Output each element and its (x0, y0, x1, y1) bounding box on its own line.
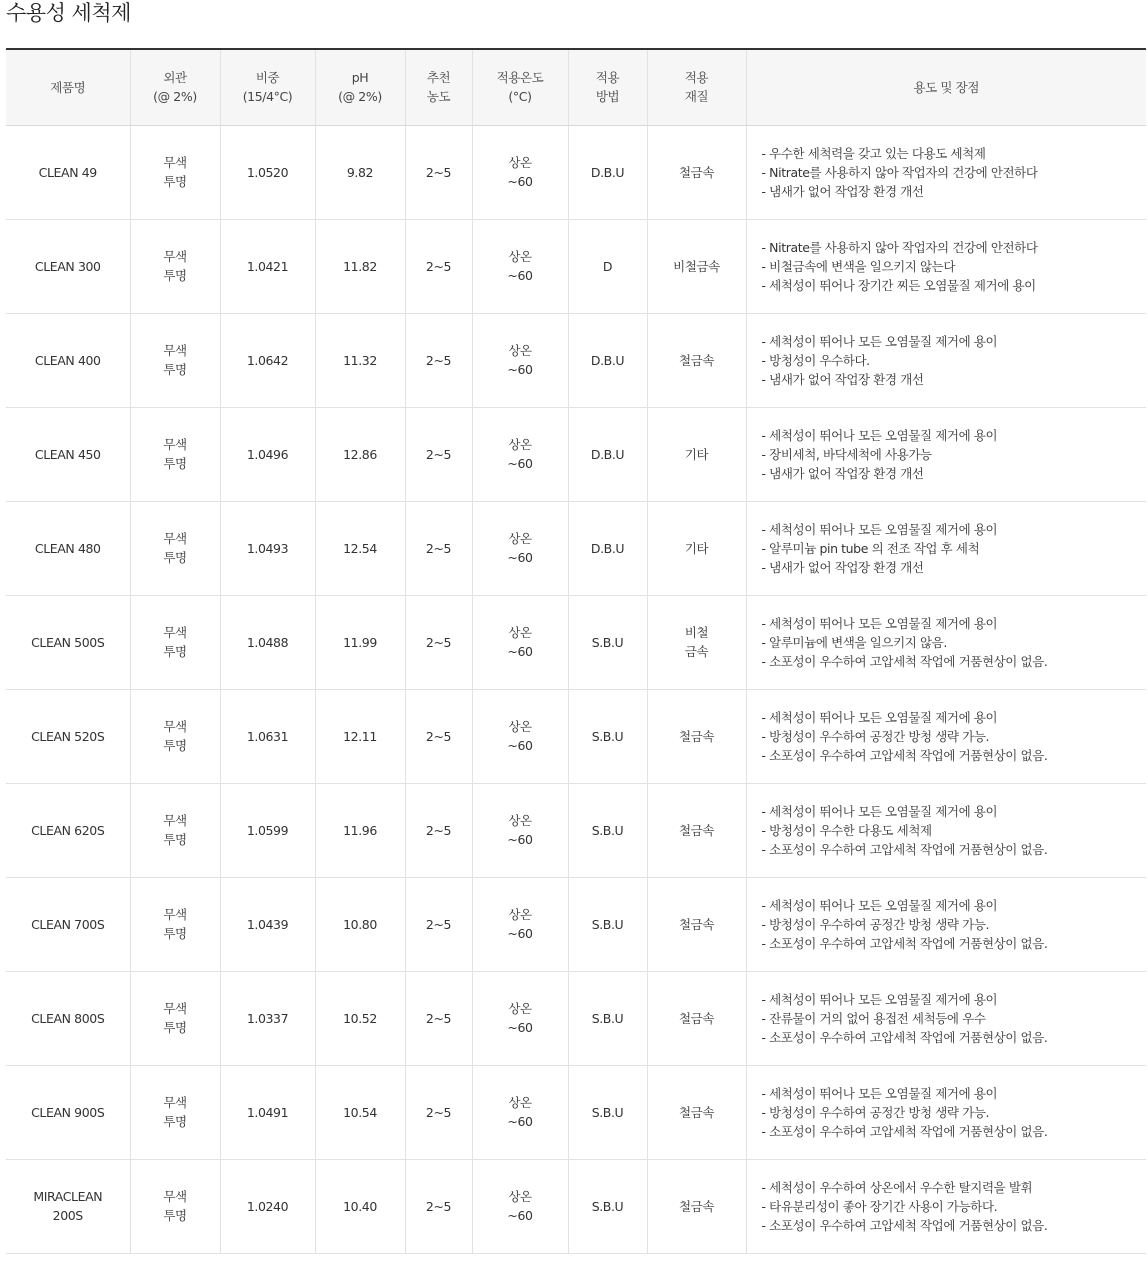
header-temperature: 적용온도 (°C) (472, 49, 568, 125)
cell-usage (746, 219, 1146, 313)
cell-usage (746, 1065, 1146, 1159)
cell-concentration: 2~5 (405, 407, 472, 501)
cell-concentration: 2~5 (405, 783, 472, 877)
cell-specific-gravity: 1.0491 (220, 1065, 315, 1159)
header-usage: 용도 및 장점 (746, 49, 1146, 125)
usage-line: - 세척성이 뛰어나 모든 오염물질 제거에 용이 (761, 333, 998, 349)
cell-material: 철금속 (647, 125, 746, 219)
usage-line: - 세척성이 뛰어나 장기간 찌든 오염물질 제거에 용이 (761, 277, 1036, 293)
cell-method: D.B.U (568, 501, 647, 595)
usage-line: - 냄새가 없어 작업장 환경 개선 (761, 559, 924, 575)
usage-line: - 세척성이 뛰어나 모든 오염물질 제거에 용이 (761, 897, 998, 913)
cell-appearance: 무색 투명 (130, 407, 220, 501)
usage-line: - 소포성이 우수하여 고압세척 작업에 거품현상이 없음. (761, 935, 1048, 951)
table-row (6, 1159, 1146, 1253)
cell-material: 철금속 (647, 1159, 746, 1253)
cell-method: S.B.U (568, 971, 647, 1065)
cell-temperature: 상온 ~60 (472, 407, 568, 501)
cell-usage (746, 783, 1146, 877)
cell-specific-gravity: 1.0337 (220, 971, 315, 1065)
usage-line: - Nitrate를 사용하지 않아 작업자의 건강에 안전하다 (761, 239, 1038, 255)
cell-specific-gravity: 1.0642 (220, 313, 315, 407)
header-concentration: 추천 농도 (405, 49, 472, 125)
cell-product-name: CLEAN 49 (6, 125, 130, 219)
cell-specific-gravity: 1.0493 (220, 501, 315, 595)
usage-line: - 알루미늄 pin tube 의 전조 작업 후 세척 (761, 540, 980, 556)
cell-usage (746, 313, 1146, 407)
cell-ph: 9.82 (315, 125, 405, 219)
cell-ph: 10.40 (315, 1159, 405, 1253)
cell-product-name: CLEAN 450 (6, 407, 130, 501)
cell-temperature: 상온 ~60 (472, 313, 568, 407)
cell-concentration: 2~5 (405, 1159, 472, 1253)
cell-usage (746, 971, 1146, 1065)
usage-line: - 방청성이 우수하여 공정간 방청 생략 가능. (761, 916, 990, 932)
table-row (6, 971, 1146, 1065)
cell-method: S.B.U (568, 877, 647, 971)
cell-ph: 11.96 (315, 783, 405, 877)
cell-ph: 11.32 (315, 313, 405, 407)
cell-ph: 11.82 (315, 219, 405, 313)
usage-line: - 냄새가 없어 작업장 환경 개선 (761, 465, 924, 481)
header-appearance: 외관 (@ 2%) (130, 49, 220, 125)
cell-specific-gravity: 1.0421 (220, 219, 315, 313)
table-row (6, 689, 1146, 783)
cell-material: 철금속 (647, 689, 746, 783)
cell-product-name: CLEAN 400 (6, 313, 130, 407)
usage-line: - 소포성이 우수하여 고압세척 작업에 거품현상이 없음. (761, 1029, 1048, 1045)
cell-material: 기타 (647, 501, 746, 595)
usage-line: - 세척성이 뛰어나 모든 오염물질 제거에 용이 (761, 615, 998, 631)
cell-concentration: 2~5 (405, 125, 472, 219)
usage-line: - 냄새가 없어 작업장 환경 개선 (761, 183, 924, 199)
cell-ph: 11.99 (315, 595, 405, 689)
header-method: 적용 방법 (568, 49, 647, 125)
cell-product-name: CLEAN 620S (6, 783, 130, 877)
cell-usage (746, 595, 1146, 689)
cell-product-name: MIRACLEAN 200S (6, 1159, 130, 1253)
cell-usage (746, 125, 1146, 219)
page-title: 수용성 세척제 (6, 1, 131, 25)
header-specific-gravity: 비중 (15/4°C) (220, 49, 315, 125)
cell-material: 철금속 (647, 877, 746, 971)
cell-specific-gravity: 1.0488 (220, 595, 315, 689)
cell-method: D.B.U (568, 125, 647, 219)
cell-ph: 12.86 (315, 407, 405, 501)
cell-method: D.B.U (568, 407, 647, 501)
table-row (6, 595, 1146, 689)
cell-specific-gravity: 1.0240 (220, 1159, 315, 1253)
header-material: 적용 재질 (647, 49, 746, 125)
cell-appearance: 무색 투명 (130, 971, 220, 1065)
cell-specific-gravity: 1.0631 (220, 689, 315, 783)
cell-appearance: 무색 투명 (130, 219, 220, 313)
cell-usage (746, 501, 1146, 595)
usage-line: - 소포성이 우수하여 고압세척 작업에 거품현상이 없음. (761, 653, 1048, 669)
cell-temperature: 상온 ~60 (472, 1065, 568, 1159)
cell-method: S.B.U (568, 1065, 647, 1159)
usage-line: - 알루미늄에 변색을 일으키지 않음. (761, 634, 947, 650)
cell-appearance: 무색 투명 (130, 595, 220, 689)
cell-temperature: 상온 ~60 (472, 971, 568, 1065)
cell-concentration: 2~5 (405, 689, 472, 783)
cell-specific-gravity: 1.0496 (220, 407, 315, 501)
cell-appearance: 무색 투명 (130, 125, 220, 219)
table-row (6, 125, 1146, 219)
cell-material: 철금속 (647, 971, 746, 1065)
usage-line: - 잔류물이 거의 없어 용접전 세척등에 우수 (761, 1010, 986, 1026)
usage-line: - 방청성이 우수하다. (761, 352, 870, 368)
cell-concentration: 2~5 (405, 219, 472, 313)
cell-temperature: 상온 ~60 (472, 877, 568, 971)
header-ph: pH (@ 2%) (315, 49, 405, 125)
usage-line: - 세척성이 뛰어나 모든 오염물질 제거에 용이 (761, 1085, 998, 1101)
cell-method: D.B.U (568, 313, 647, 407)
cell-temperature: 상온 ~60 (472, 1159, 568, 1253)
usage-line: - 소포성이 우수하여 고압세척 작업에 거품현상이 없음. (761, 1217, 1048, 1233)
cell-appearance: 무색 투명 (130, 1159, 220, 1253)
cell-concentration: 2~5 (405, 313, 472, 407)
cell-material: 철금속 (647, 313, 746, 407)
cell-ph: 12.11 (315, 689, 405, 783)
cell-temperature: 상온 ~60 (472, 219, 568, 313)
table-row (6, 407, 1146, 501)
cell-appearance: 무색 투명 (130, 689, 220, 783)
usage-line: - 소포성이 우수하여 고압세척 작업에 거품현상이 없음. (761, 841, 1048, 857)
usage-line: - 비철금속에 변색을 일으키지 않는다 (761, 258, 956, 274)
cell-material: 비철금속 (647, 219, 746, 313)
cell-appearance: 무색 투명 (130, 1065, 220, 1159)
cell-concentration: 2~5 (405, 501, 472, 595)
cell-concentration: 2~5 (405, 877, 472, 971)
cell-ph: 10.52 (315, 971, 405, 1065)
usage-line: - 냄새가 없어 작업장 환경 개선 (761, 371, 924, 387)
cell-method: D (568, 219, 647, 313)
usage-line: - 세척성이 뛰어나 모든 오염물질 제거에 용이 (761, 709, 998, 725)
cell-method: S.B.U (568, 595, 647, 689)
cell-concentration: 2~5 (405, 971, 472, 1065)
cell-material: 비철 금속 (647, 595, 746, 689)
cell-method: S.B.U (568, 689, 647, 783)
table-row (6, 877, 1146, 971)
cell-method: S.B.U (568, 783, 647, 877)
usage-line: - Nitrate를 사용하지 않아 작업자의 건강에 안전하다 (761, 164, 1038, 180)
usage-line: - 세척성이 뛰어나 모든 오염물질 제거에 용이 (761, 803, 998, 819)
cell-product-name: CLEAN 500S (6, 595, 130, 689)
usage-line: - 방청성이 우수하여 공정간 방청 생략 가능. (761, 1104, 990, 1120)
cell-material: 기타 (647, 407, 746, 501)
table-row (6, 219, 1146, 313)
cell-product-name: CLEAN 300 (6, 219, 130, 313)
usage-line: - 세척성이 우수하여 상온에서 우수한 탈지력을 발휘 (761, 1179, 1033, 1195)
cell-usage (746, 1159, 1146, 1253)
cell-temperature: 상온 ~60 (472, 689, 568, 783)
cell-appearance: 무색 투명 (130, 501, 220, 595)
cell-temperature: 상온 ~60 (472, 125, 568, 219)
cell-specific-gravity: 1.0520 (220, 125, 315, 219)
cell-concentration: 2~5 (405, 595, 472, 689)
usage-line: - 소포성이 우수하여 고압세척 작업에 거품현상이 없음. (761, 747, 1048, 763)
usage-line: - 세척성이 뛰어나 모든 오염물질 제거에 용이 (761, 427, 998, 443)
cell-product-name: CLEAN 700S (6, 877, 130, 971)
cell-product-name: CLEAN 800S (6, 971, 130, 1065)
cell-appearance: 무색 투명 (130, 877, 220, 971)
cell-product-name: CLEAN 480 (6, 501, 130, 595)
usage-line: - 소포성이 우수하여 고압세척 작업에 거품현상이 없음. (761, 1123, 1048, 1139)
cell-appearance: 무색 투명 (130, 313, 220, 407)
header-product-name: 제품명 (6, 49, 130, 125)
usage-line: - 방청성이 우수하여 공정간 방청 생략 가능. (761, 728, 990, 744)
table-row (6, 1065, 1146, 1159)
cell-ph: 10.80 (315, 877, 405, 971)
cell-temperature: 상온 ~60 (472, 783, 568, 877)
cell-product-name: CLEAN 520S (6, 689, 130, 783)
cell-material: 철금속 (647, 1065, 746, 1159)
cell-usage (746, 407, 1146, 501)
product-spec-table (6, 48, 1146, 1254)
usage-line: - 방청성이 우수한 다용도 세척제 (761, 822, 932, 838)
table-body (6, 125, 1146, 1253)
cell-material: 철금속 (647, 783, 746, 877)
cell-method: S.B.U (568, 1159, 647, 1253)
cell-usage (746, 689, 1146, 783)
cell-concentration: 2~5 (405, 1065, 472, 1159)
table-row (6, 313, 1146, 407)
table-header-row (6, 49, 1146, 125)
usage-line: - 세척성이 뛰어나 모든 오염물질 제거에 용이 (761, 521, 998, 537)
cell-appearance: 무색 투명 (130, 783, 220, 877)
table-row (6, 501, 1146, 595)
cell-specific-gravity: 1.0439 (220, 877, 315, 971)
cell-temperature: 상온 ~60 (472, 595, 568, 689)
cell-specific-gravity: 1.0599 (220, 783, 315, 877)
cell-temperature: 상온 ~60 (472, 501, 568, 595)
usage-line: - 타유분리성이 좋아 장기간 사용이 가능하다. (761, 1198, 998, 1214)
table-row (6, 783, 1146, 877)
cell-usage (746, 877, 1146, 971)
cell-ph: 10.54 (315, 1065, 405, 1159)
usage-line: - 우수한 세척력을 갖고 있는 다용도 세척제 (761, 145, 986, 161)
usage-line: - 장비세척, 바닥세척에 사용가능 (761, 446, 932, 462)
cell-product-name: CLEAN 900S (6, 1065, 130, 1159)
usage-line: - 세척성이 뛰어나 모든 오염물질 제거에 용이 (761, 991, 998, 1007)
cell-ph: 12.54 (315, 501, 405, 595)
